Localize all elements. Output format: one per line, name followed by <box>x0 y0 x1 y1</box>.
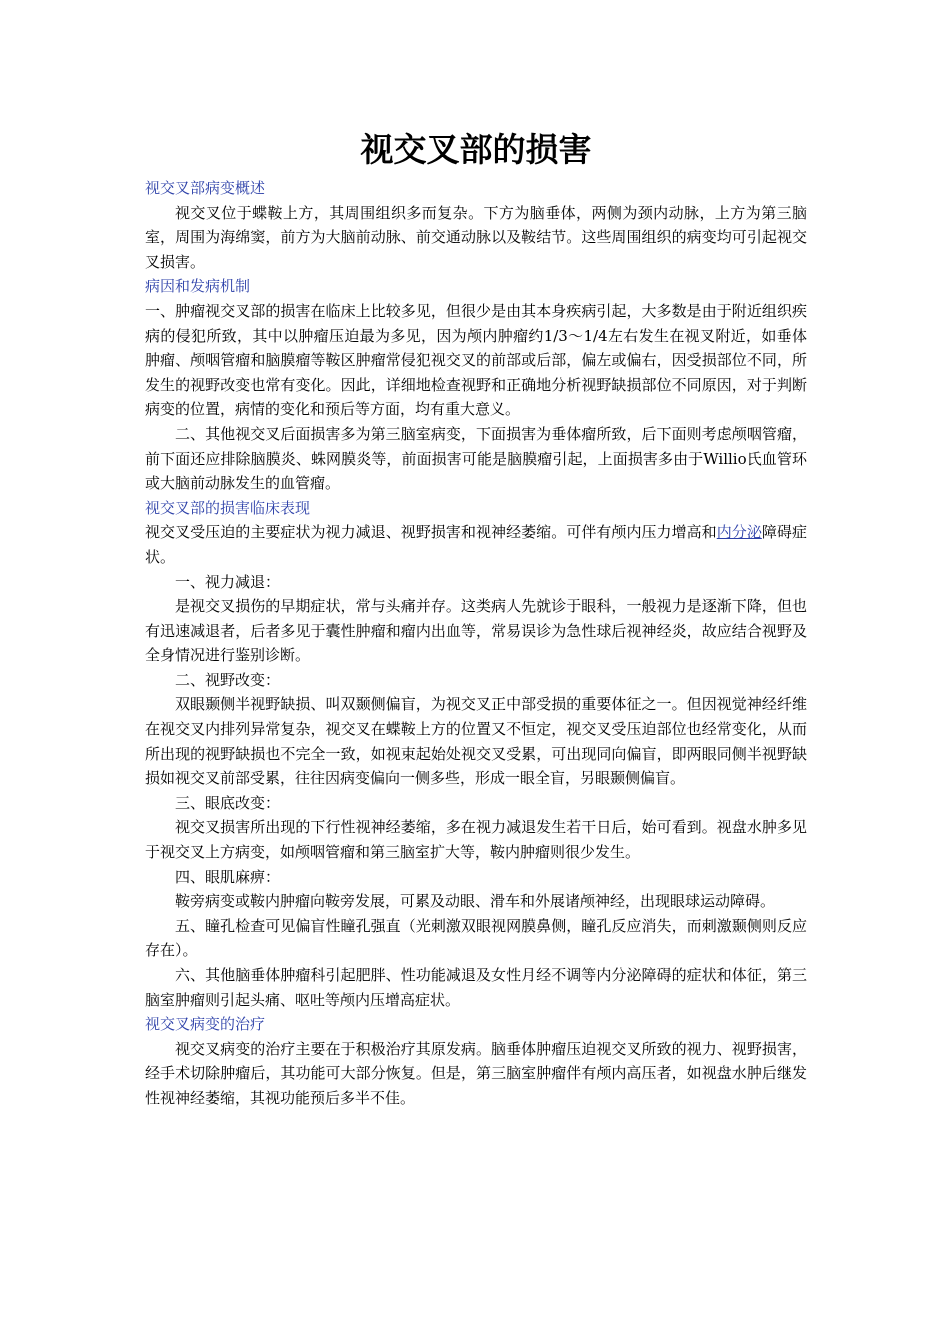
section-heading-etiology: 病因和发病机制 <box>145 277 251 296</box>
paragraph: 鞍旁病变或鞍内肿瘤向鞍旁发展，可累及动眼、滑车和外展诸颅神经，出现眼球运动障碍。 <box>175 892 776 911</box>
subheading: 三、眼底改变： <box>175 793 281 812</box>
section-heading-clinical: 视交叉部的损害临床表现 <box>145 498 311 517</box>
paragraph: 六、其他脑垂体肿瘤科引起肥胖、性功能减退及女性月经不调等内分泌障碍的症状和体征，第三脑室肿瘤则引起头痛、呕吐等颅内压增高症状。 <box>145 966 807 1009</box>
paragraph: 视交叉位于蝶鞍上方，其周围组织多而复杂。下方为脑垂体，两侧为颈内动脉，上方为第三脑室，周围为海绵窦，前方为大脑前动脉、前交通动脉以及鞍结节。这些周围组织的病变均可引起视交叉损害。 <box>145 203 807 271</box>
endocrine-link[interactable]: 内分泌 <box>716 523 762 542</box>
paragraph: 视交叉损害所出现的下行性视神经萎缩，多在视力减退发生若干日后，始可看到。视盘水肿多见于视交叉上方病变，如颅咽管瘤和第三脑室扩大等，鞍内肿瘤则很少发生。 <box>145 818 807 862</box>
paragraph: 双眼颞侧半视野缺损、叫双颞侧偏盲，为视交叉正中部受损的重要体征之一。但因视觉神经纤维在视交叉内排列异常复杂，视交叉在蝶鞍上方的位置又不恒定，视交叉受压迫部位也经常变化，从而所出现的视野缺损也不完全一致，如视束起始处视交叉受累，可出现同向偏盲，即两眼同侧半视野缺损如视交叉前部受累，往往因病变偏向一侧多些，形成一眼全盲，另眼颞侧偏盲。 <box>145 695 807 788</box>
subheading: 一、视力减退： <box>175 572 281 591</box>
document-title: 视交叉部的损害 <box>360 130 592 169</box>
paragraph: 一、肿瘤视交叉部的损害在临床上比较多见，但很少是由其本身疾病引起，大多数是由于附近组织疾病的侵犯所致，其中以肿瘤压迫最为多见，因为颅内肿瘤约1/3～1/4左右发生在视叉附近，如垂体肿瘤、颅咽管瘤和脑膜瘤等鞍区肿瘤常侵犯视交叉的前部或后部，偏左或偏右，因受损部位不同，所发生的视野改变也常有变化。因此，详细地检查视野和正确地分析视野缺损部位不同原因，对于判断病变的位置，病情的变化和预后等方面，均有重大意义。 <box>145 301 807 419</box>
section-heading-overview: 视交叉部病变概述 <box>145 179 266 197</box>
paragraph: 五、瞳孔检查可见偏盲性瞳孔强直（光刺激双眼视网膜鼻侧，瞳孔反应消失，而刺激颞侧则反应存在）。 <box>145 916 807 960</box>
text-run: 视交叉受压迫的主要症状为视力减退、视野损害和视神经萎缩。可伴有颅内压力增高和 <box>145 523 717 542</box>
section-heading-treatment: 视交叉病变的治疗 <box>145 1015 266 1034</box>
subheading: 四、眼肌麻痹： <box>175 867 281 886</box>
text-run: 障碍症状。 <box>145 523 807 566</box>
document-page <box>145 128 807 1111</box>
paragraph: 是视交叉损伤的早期症状，常与头痛并存。这类病人先就诊于眼科，一般视力是逐渐下降，但也有迅速减退者，后者多见于囊性肿瘤和瘤内出血等，常易误诊为急性球后视神经炎，故应结合视野及全身情况进行鉴别诊断。 <box>145 597 807 665</box>
paragraph <box>145 520 807 569</box>
paragraph: 视交叉病变的治疗主要在于积极治疗其原发病。脑垂体肿瘤压迫视交叉所致的视力、视野损害，经手术切除肿瘤后，其功能可大部分恢复。但是，第三脑室肿瘤伴有颅内高压者，如视盘水肿后继发性视神经萎缩，其视功能预后多半不佳。 <box>145 1039 807 1107</box>
paragraph: 二、其他视交叉后面损害多为第三脑室病变，下面损害为垂体瘤所致，后下面则考虑颅咽管瘤，前下面还应排除脑膜炎、蛛网膜炎等，前面损害可能是脑膜瘤引起，上面损害多由于Willio氏血管环或大脑前动脉发生的血管瘤。 <box>145 424 807 493</box>
subheading: 二、视野改变： <box>175 670 281 689</box>
